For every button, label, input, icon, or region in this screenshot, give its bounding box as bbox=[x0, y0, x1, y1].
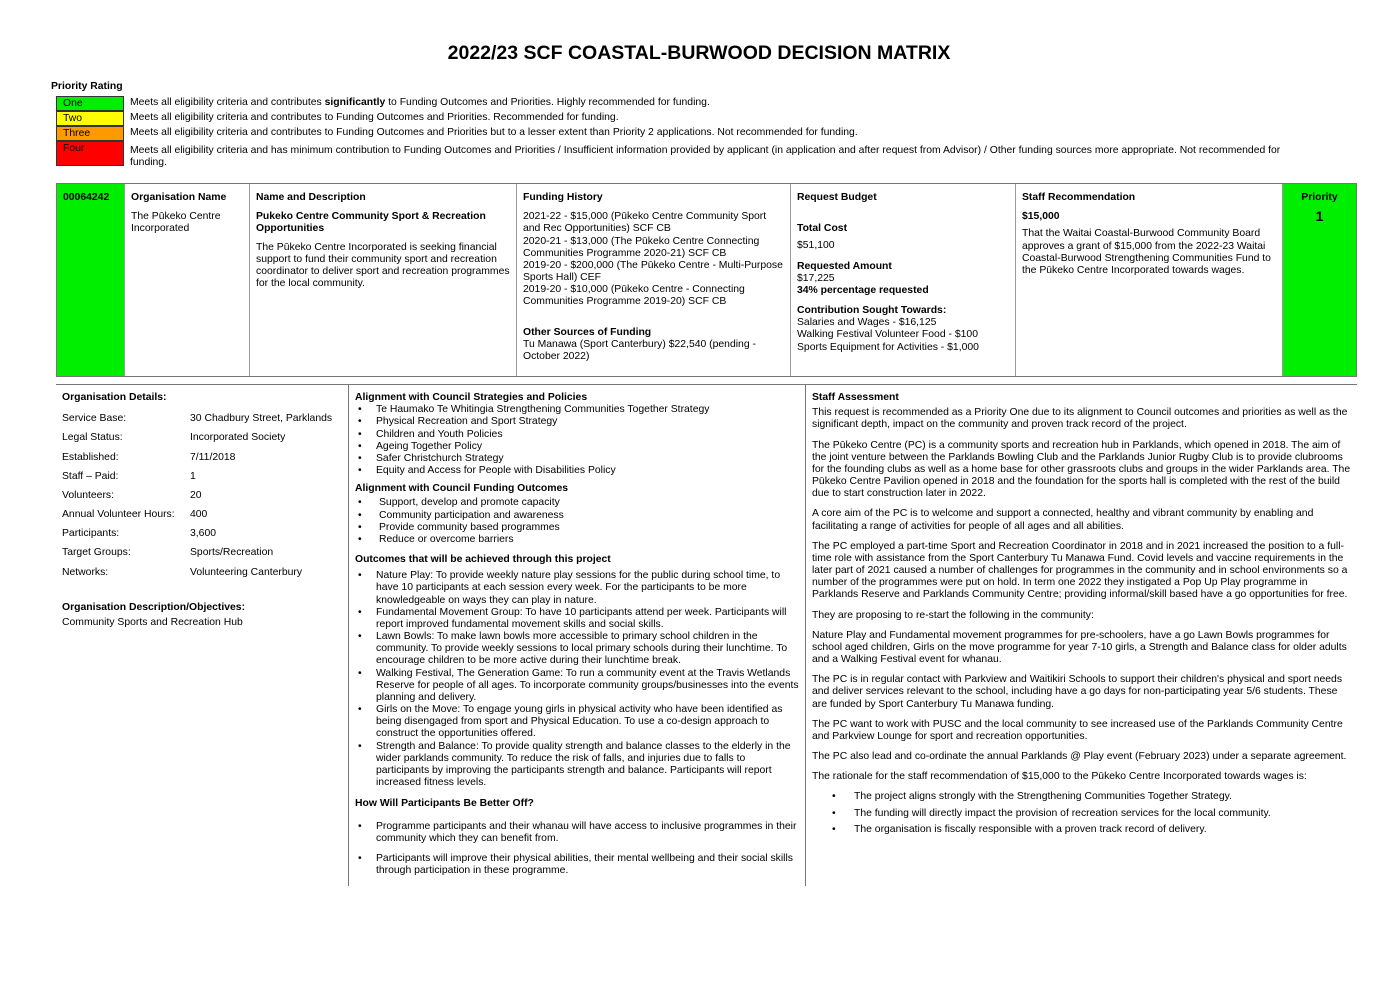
priority-desc-one bbox=[124, 96, 710, 109]
assessment-paragraph: The Pūkeko Centre (PC) is a community sports and recreation hub in Parklands, which opened in 2018. The aim of the joint venture between the Parklands Bowling Club and the Parklands Junior Rugby Club is to provide clubrooms for the founding clubs as well as a home base for other grassroots clubs and groups in the wider Parklands area. The Pūkeko Centre Pavilion opened in 2018 and the foundation for the sports hall is completed with the rest of the build due to start construction later in 2022. bbox=[812, 439, 1351, 500]
contribution-item: Walking Festival Volunteer Food - $100 bbox=[797, 329, 978, 341]
list-item: • Walking Festival, The Generation Game: To run a community event at the Travis Wetlands Reserve for people of all ages. To incorporate community groups/businesses into the events planning and delivery. bbox=[355, 668, 799, 705]
org-detail-row bbox=[62, 452, 342, 471]
org-detail-label: Legal Status: bbox=[62, 432, 123, 444]
assessment-paragraph: The rationale for the staff recommendation of $15,000 to the Pūkeko Centre Incorporated towards wages is: bbox=[812, 771, 1307, 783]
priority-desc-four: Meets all eligibility criteria and has minimum contribution to Funding Outcomes and Priorities / Insufficient information provided by applicant (in application and after request from Advisor) / Other funding sources more appropriate. Not recommended for funding. bbox=[130, 145, 1281, 168]
better-off-list bbox=[355, 821, 799, 878]
staff-assessment-column bbox=[806, 385, 1357, 886]
org-detail-value: Incorporated Society bbox=[190, 432, 286, 444]
list-item: • Support, develop and promote capacity bbox=[355, 497, 799, 509]
org-detail-row bbox=[62, 490, 342, 509]
strategies-heading: Alignment with Council Strategies and Policies bbox=[355, 392, 588, 403]
total-cost-value: $51,100 bbox=[797, 240, 835, 252]
total-cost-label: Total Cost bbox=[797, 223, 848, 235]
org-detail-value: 7/11/2018 bbox=[190, 451, 236, 463]
list-item: • Provide community based programmes bbox=[355, 522, 799, 534]
priority-desc-one-post: to Funding Outcomes and Priorities. Highly recommended for funding. bbox=[385, 97, 710, 108]
page-title: 2022/23 SCF COASTAL-BURWOOD DECISION MATRIX bbox=[447, 42, 951, 64]
list-item: • Ageing Together Policy bbox=[355, 441, 799, 453]
org-detail-label: Participants: bbox=[62, 528, 120, 540]
funding-history-item: 2019-20 - $200,000 (The Pūkeko Centre - Multi-Purpose Sports Hall) CEF bbox=[523, 259, 783, 284]
funding-outcomes-heading: Alignment with Council Funding Outcomes bbox=[355, 483, 568, 495]
project-outcomes-list bbox=[355, 570, 799, 789]
org-detail-row bbox=[62, 567, 342, 586]
org-detail-label: Volunteers: bbox=[62, 489, 114, 501]
priority-swatch-two: Two bbox=[56, 111, 124, 126]
org-detail-row bbox=[62, 471, 342, 490]
org-details-heading: Organisation Details: bbox=[62, 392, 167, 403]
list-item: • Lawn Bowls: To make lawn bowls more accessible to primary school children in the community. To provide weekly sessions to local primary schools during their lunchtime. To encourage children to be more active during their lunchtime break. bbox=[355, 631, 799, 668]
list-item: • Participants will improve their physical abilities, their mental wellbeing and their social skills through participation in these programme. bbox=[355, 853, 799, 877]
contribution-label: Contribution Sought Towards: bbox=[797, 305, 947, 317]
better-off-heading: How Will Participants Be Better Off? bbox=[355, 798, 534, 810]
name-description-heading: Name and Description bbox=[256, 192, 366, 203]
list-item: • Reduce or overcome barriers bbox=[355, 534, 799, 546]
priority-heading: Priority bbox=[1301, 192, 1338, 203]
priority-desc-two: Meets all eligibility criteria and contributes to Funding Outcomes and Priorities. Recommended for funding. bbox=[130, 112, 619, 123]
assessment-paragraph: Nature Play and Fundamental movement programmes for pre-schoolers, have a go Lawn Bowls programmes for school aged children, Girls on the move programme for year 7-10 girls, a Strength and Balance class for older adults and a Walking Festival event for whanau. bbox=[812, 629, 1347, 666]
priority-swatch-three: Three bbox=[56, 126, 124, 141]
org-description: Community Sports and Recreation Hub bbox=[62, 617, 243, 629]
org-description-heading: Organisation Description/Objectives: bbox=[62, 601, 246, 613]
funding-history-heading: Funding History bbox=[523, 192, 603, 203]
list-item: • The project aligns strongly with the Strengthening Communities Together Strategy. bbox=[832, 791, 1351, 803]
org-name-cell bbox=[125, 184, 250, 376]
staff-recommendation-heading: Staff Recommendation bbox=[1022, 192, 1136, 203]
org-detail-value: Sports/Recreation bbox=[190, 547, 274, 559]
priority-row-four bbox=[56, 141, 1316, 169]
other-funding: Tu Manawa (Sport Canterbury) $22,540 (pending - October 2022) bbox=[523, 338, 756, 362]
list-item: • Community participation and awareness bbox=[355, 510, 799, 522]
application-summary-table bbox=[56, 183, 1357, 377]
funding-history-item: 2019-20 - $10,000 (Pūkeko Centre - Connecting Communities Programme 2019-20) SCF CB bbox=[523, 284, 745, 308]
org-detail-value: 3,600 bbox=[190, 528, 217, 540]
assessment-paragraph: A core aim of the PC is to welcome and support a connected, healthy and vibrant community by enabling and facilitating a range of activities for people of all ages and all abilities. bbox=[812, 508, 1314, 532]
project-description: The Pūkeko Centre Incorporated is seeking financial support to fund their community sport and recreation coordinator to deliver sport and recreation programmes for the local community. bbox=[256, 241, 510, 290]
requested-amount-label: Requested Amount bbox=[797, 260, 892, 272]
funding-history-item: 2021-22 - $15,000 (Pūkeko Centre Community Sport and Rec Opportunities) SCF CB bbox=[523, 211, 767, 235]
list-item: • Nature Play: To provide weekly nature play sessions for the public during school time, to have 10 participants at each session every week. For the participants to be more knowledgeable on ways they can play in nature. bbox=[355, 570, 799, 607]
list-item: • Safer Christchurch Strategy bbox=[355, 453, 799, 465]
funding-outcomes-list bbox=[355, 497, 799, 546]
org-detail-label: Established: bbox=[62, 451, 119, 463]
org-detail-row bbox=[62, 432, 342, 451]
project-outcomes-heading: Outcomes that will be achieved through this project bbox=[355, 554, 611, 566]
funding-history-cell bbox=[517, 184, 791, 376]
staff-recommendation-amount: $15,000 bbox=[1022, 211, 1060, 223]
project-name: Pukeko Centre Community Sport & Recreation Opportunities bbox=[256, 211, 486, 235]
rationale-list bbox=[832, 791, 1351, 836]
priority-row-one bbox=[56, 96, 1316, 111]
org-detail-row bbox=[62, 528, 342, 547]
list-item: • Strength and Balance: To provide quality strength and balance classes to the elderly in the wider parklands community. To reduce the risk of falls, and injuries due to falls to participants by improving the participants strength and balance. Participants will report increased fitness levels. bbox=[355, 741, 799, 790]
list-item: • Equity and Access for People with Disabilities Policy bbox=[355, 465, 799, 477]
other-funding-heading: Other Sources of Funding bbox=[523, 326, 652, 338]
list-item: • Physical Recreation and Sport Strategy bbox=[355, 416, 799, 428]
org-detail-label: Networks: bbox=[62, 566, 109, 578]
org-detail-row bbox=[62, 413, 342, 432]
details-section bbox=[56, 384, 1357, 886]
list-item: • The organisation is fiscally responsible with a proven track record of delivery. bbox=[832, 824, 1351, 836]
priority-desc-three: Meets all eligibility criteria and contributes to Funding Outcomes and Priorities but to a lesser extent than Priority 2 applications. Not recommended for funding. bbox=[130, 127, 858, 138]
request-budget-cell bbox=[791, 184, 1016, 376]
priority-swatch-one: One bbox=[56, 96, 124, 111]
org-name: The Pūkeko Centre Incorporated bbox=[131, 211, 221, 235]
org-detail-row bbox=[62, 547, 342, 566]
priority-swatch-four: Four bbox=[56, 141, 124, 166]
contribution-item: Sports Equipment for Activities - $1,000 bbox=[797, 341, 979, 353]
priority-rating-legend bbox=[56, 96, 1316, 169]
priority-value: 1 bbox=[1315, 208, 1324, 225]
application-id-cell bbox=[57, 184, 125, 376]
assessment-paragraph: The PC want to work with PUSC and the local community to see increased use of the Parklands Community Centre and Parkview Lounge for sport and recreation opportunities. bbox=[812, 718, 1343, 742]
org-detail-label: Target Groups: bbox=[62, 547, 131, 559]
priority-row-two bbox=[56, 111, 1316, 126]
priority-rating-heading: Priority Rating bbox=[51, 81, 123, 92]
list-item: • Girls on the Move: To engage young girls in physical activity who have been identified as being disengaged from sport and Physical Education. To use a co-design approach to construct the opportunities offered. bbox=[355, 704, 799, 741]
funding-history-item: 2020-21 - $13,000 (The Pūkeko Centre Connecting Communities Programme 2020-21) SCF CB bbox=[523, 235, 760, 259]
priority-desc-one-bold: significantly bbox=[324, 97, 386, 108]
alignment-column bbox=[348, 385, 806, 886]
request-budget-heading: Request Budget bbox=[797, 192, 877, 203]
assessment-paragraph: They are proposing to re-start the following in the community: bbox=[812, 609, 1094, 621]
org-detail-value: Volunteering Canterbury bbox=[190, 566, 303, 578]
org-name-heading: Organisation Name bbox=[131, 192, 227, 203]
application-id: 00064242 bbox=[63, 192, 110, 203]
org-detail-value: 20 bbox=[190, 489, 202, 501]
list-item: • Children and Youth Policies bbox=[355, 429, 799, 441]
org-detail-row bbox=[62, 509, 342, 528]
org-detail-label: Service Base: bbox=[62, 413, 127, 425]
list-item: • Te Haumako Te Whitingia Strengthening Communities Together Strategy bbox=[355, 404, 799, 416]
priority-desc-one-pre: Meets all eligibility criteria and contributes bbox=[130, 97, 325, 108]
org-detail-value: 400 bbox=[190, 509, 208, 521]
list-item: • The funding will directly impact the provision of recreation services for the local community. bbox=[832, 808, 1351, 820]
assessment-paragraph: This request is recommended as a Priority One due to its alignment to Council outcomes and priorities as well as the significant depth, impact on the community and proven track record of the project. bbox=[812, 407, 1348, 431]
organisation-details-column bbox=[56, 385, 348, 886]
staff-assessment-heading: Staff Assessment bbox=[812, 392, 899, 403]
staff-recommendation-text: That the Waitai Coastal-Burwood Community Board approves a grant of $15,000 from the 2022-23 Waitai Coastal-Burwood Strengthening Communities Fund to the Pūkeko Centre Incorporated towards wages. bbox=[1022, 228, 1271, 276]
org-detail-value: 30 Chadbury Street, Parklands bbox=[190, 413, 333, 425]
org-detail-label: Annual Volunteer Hours: bbox=[62, 509, 175, 521]
assessment-paragraph: The PC is in regular contact with Parkview and Waitikiri Schools to support their children's physical and sport needs and deliver services relevant to the school, including have a go days for non-participating year 5/6 students. These are funded by Sport Canterbury Tu Manawa funding. bbox=[812, 674, 1343, 710]
assessment-paragraph: The PC also lead and co-ordinate the annual Parklands @ Play event (February 2023) under a separate agreement. bbox=[812, 751, 1347, 763]
priority-cell bbox=[1283, 184, 1356, 376]
percentage-requested: 34% percentage requested bbox=[797, 284, 929, 296]
staff-recommendation-cell bbox=[1016, 184, 1283, 376]
priority-row-three bbox=[56, 126, 1316, 141]
org-detail-value: 1 bbox=[190, 470, 196, 482]
requested-amount-value: $17,225 bbox=[797, 272, 835, 284]
contribution-item: Salaries and Wages - $16,125 bbox=[797, 317, 937, 329]
name-description-cell bbox=[250, 184, 517, 376]
strategies-list bbox=[355, 404, 799, 477]
assessment-paragraph: The PC employed a part-time Sport and Recreation Coordinator in 2018 and in 2021 increased the position to a full-time role with assistance from the Sport Canterbury Tu Manawa Fund. Covid levels and vaccine requirements in the later part of 2021 caused a number of challenges for programmes in the community and in school environments so a number of the programmes were put on hold. In term one 2022 they instigated a Pop Up Play programme in Parklands Reserve and Parklands Community Centre; providing informal/skill based have a go opportunities for free. bbox=[812, 540, 1348, 601]
org-detail-label: Staff – Paid: bbox=[62, 470, 119, 482]
list-item: • Fundamental Movement Group: To have 10 participants attend per week. Participants will report improved fundamental movement skills and social skills. bbox=[355, 607, 799, 631]
list-item: • Programme participants and their whanau will have access to inclusive programmes in their community which they can benefit from. bbox=[355, 821, 799, 845]
